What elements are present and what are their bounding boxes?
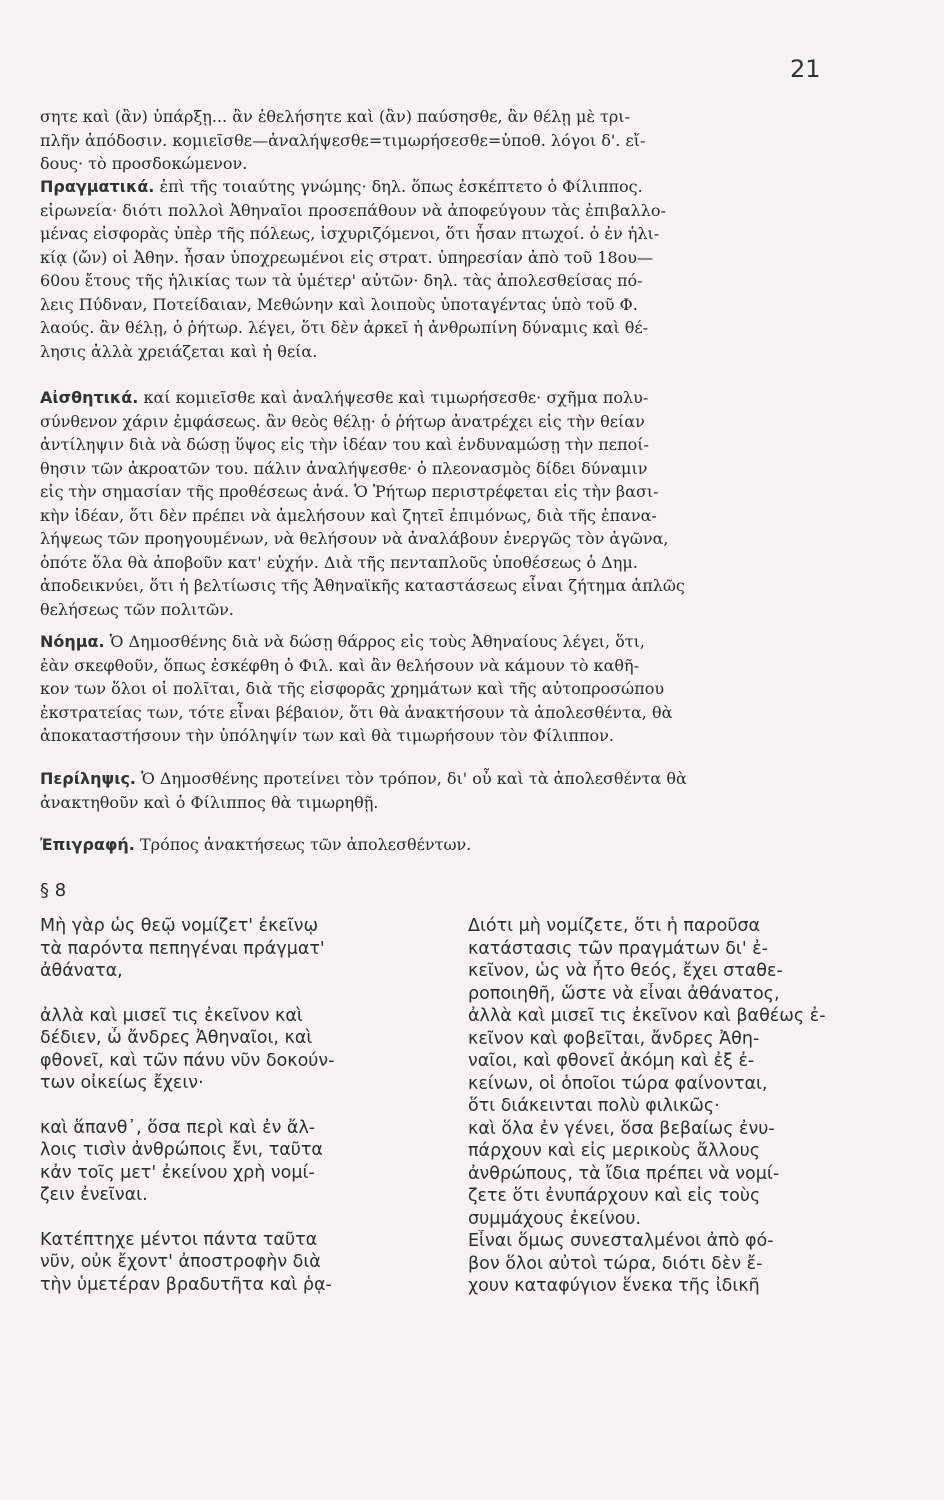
greek-line: ζειν ἐνεῖναι. <box>40 1185 148 1205</box>
translation-paragraph <box>468 1118 848 1231</box>
epigrafi-heading: Ἐπιγραφή. <box>40 835 135 854</box>
translation-line: ροποιηθῆ, ὥστε νὰ εἶναι ἀθάνατος, <box>468 983 780 1004</box>
greek-line: τὴν ὑμετέραν βραδυτῆτα καὶ ῥᾳ- <box>40 1274 332 1295</box>
greek-line: των οἰκείως ἔχειν· <box>40 1073 204 1093</box>
pragmatika-line: κίᾳ (ὤν) οἱ Ἀθην. ἦσαν ὑποχρεωμένοι εἰς στρατ. ὑπηρεσίαν ἀπὸ τοῦ 18ου— <box>40 247 654 267</box>
perilipsis-section <box>40 767 835 814</box>
greek-line: καὶ ἅπανθ᾽, ὅσα περὶ καὶ ἐν ἄλ- <box>40 1117 316 1138</box>
pragmatika-line: λησις ἀλλὰ χρειάζεται καὶ ἡ θεία. <box>40 341 318 361</box>
noima-line: κον των ὅλοι οἱ πολῖται, διὰ τῆς εἰσφορᾶς χρημάτων καὶ τῆς αὐτοπροσώπου <box>40 679 665 698</box>
greek-paragraph <box>40 915 420 983</box>
aisthitika-line: κὴν ἰδέαν, ὅτι δὲν πρέπει νὰ ἀμελήσουν καὶ ζητεῖ ἐπιμόνως, διὰ τῆς ἐπανα- <box>40 505 657 525</box>
translation-line: ζετε ὅτι ἐνυπάρχουν καὶ εἰς τοὺς <box>468 1186 761 1206</box>
noima-line: ἀποκαταστήσουν τὴν ὑπόληψίν των καὶ θὰ τιμωρήσουν τὸν Φίλιππον. <box>40 726 614 745</box>
noima-heading: Νόημα. <box>40 632 105 651</box>
aisthitika-line: καί κομιεῖσθε καὶ ἀναλήψεσθε καὶ τιμωρήσεσθε· σχῆμα πολυ- <box>143 388 649 407</box>
aisthitika-line: λήψεως τῶν προηγουμένων, νὰ θελήσουν νὰ ἀναλάβουν ἐνεργῶς τὸν ἀγῶνα, <box>40 529 669 548</box>
intro-block <box>40 105 835 176</box>
greek-line: Κατέπτηχε μέντοι πάντα ταῦτα <box>40 1229 318 1250</box>
aisthitika-line: θησιν τῶν ἀκροατῶν του. πάλιν ἀναλήψεσθε· ὁ πλεονασμὸς δίδει δύναμιν <box>40 458 648 478</box>
noima-line: ἐὰν σκεφθοῦν, ὅπως ἐσκέφθη ὁ Φιλ. καὶ ἂν θελήσουν νὰ κάμουν τὸ καθῆ- <box>40 655 639 675</box>
aisthitika-line: σύνθενον χάριν ἐμφάσεως. ἂν θεὸς θέλῃ· ὁ ῥήτωρ ἀνατρέχει εἰς τὴν θείαν <box>40 411 645 431</box>
epigrafi-section <box>40 833 835 857</box>
noima-line: ἐκστρατείας των, τότε εἶναι βέβαιον, ὅτι θὰ ἀνακτήσουν τὰ ἀπολεσθέντα, θὰ <box>40 702 673 722</box>
intro-line: δους· τὸ προσδοκώμενον. <box>40 154 248 173</box>
greek-paragraph <box>40 1117 420 1207</box>
aisthitika-line: ἀντίληψιν διὰ νὰ δώσῃ ὕψος εἰς τὴν ἰδέαν του καὶ ἐνδυναμώσῃ τὴν πεποί- <box>40 435 649 454</box>
greek-line: φθονεῖ, καὶ τῶν πάνυ νῦν δοκούν- <box>40 1050 335 1071</box>
greek-line: λοις τισὶν ἀνθρώποις ἔνι, ταῦτα <box>40 1140 323 1160</box>
translation-line: κατάστασις τῶν πραγμάτων δι' ἐ- <box>468 938 768 959</box>
translation-line: ἀλλὰ καὶ μισεῖ τις ἐκεῖνον καὶ βαθέως ἐ- <box>468 1006 826 1026</box>
aisthitika-line: ἀποδεικνύει, ὅτι ἡ βελτίωσις τῆς Ἀθηναϊκῆς καταστάσεως εἶναι ζήτημα ἁπλῶς <box>40 576 685 595</box>
translation-paragraph <box>468 1230 848 1298</box>
aisthitika-section <box>40 386 835 621</box>
greek-line: ἀθάνατα, <box>40 961 123 981</box>
translation-paragraph <box>468 1005 848 1118</box>
pragmatika-line: εἰρωνεία· διότι πολλοὶ Ἀθηναῖοι προσεπάθουν νὰ ἀποφεύγουν τὰς ἐπιβαλλο- <box>40 200 666 220</box>
epigrafi-text: Τρόπος ἀνακτήσεως τῶν ἀπολεσθέντων. <box>139 835 472 854</box>
translation-line: κείνων, οἱ ὁποῖοι τώρα φαίνονται, <box>468 1073 768 1094</box>
translation-line: χουν καταφύγιον ἕνεκα τῆς ἰδικῆ <box>468 1276 760 1296</box>
translation-line: συμμάχους ἐκείνου. <box>468 1208 642 1229</box>
page-number: 21 <box>790 55 821 83</box>
pragmatika-line: 60ου ἔτους τῆς ἡλικίας των τὰ ὑμέτερ' αὐτῶν· δηλ. τὰς ἀπολεσθείσας πό- <box>40 271 643 290</box>
greek-line: ἀλλὰ καὶ μισεῖ τις ἐκεῖνον καὶ <box>40 1005 303 1026</box>
pragmatika-line: ἐπὶ τῆς τοιαύτης γνώμης· δηλ. ὅπως ἐσκέπτετο ὁ Φίλιππος. <box>159 177 643 196</box>
greek-line: κἀν τοῖς μετ' ἐκείνου χρὴ νομί- <box>40 1162 315 1183</box>
aisthitika-line: ὁπότε ὅλα θὰ ἀποβοῦν κατ' εὐχήν. Διὰ τῆς πενταπλοῦς ὑποθέσεως ὁ Δημ. <box>40 552 638 572</box>
greek-line: τὰ παρόντα πεπηγέναι πράγματ' <box>40 938 325 959</box>
perilipsis-line: Ὁ Δημοσθένης προτείνει τὸν τρόπον, δι' οὗ καὶ τὰ ἀπολεσθέντα θὰ <box>141 769 687 788</box>
greek-original-column <box>40 915 420 1318</box>
intro-line: πλῆν ἀπόδοσιν. κομιεῖσθε—ἀναλήψεσθε=τιμωρήσεσθε=ὑποθ. λόγοι δ'. εἴ- <box>40 130 646 150</box>
pragmatika-section <box>40 175 835 363</box>
greek-line: νῦν, οὐκ ἔχοντ' ἀποστροφὴν διὰ <box>40 1252 321 1272</box>
noima-line: Ὁ Δημοσθένης διὰ νὰ δώσῃ θάρρος εἰς τοὺς Ἀθηναίους λέγει, ὅτι, <box>109 632 645 651</box>
translation-line: βον ὅλοι αὐτοὶ τώρα, διότι δὲν ἔ- <box>468 1253 763 1274</box>
greek-paragraph <box>40 1229 420 1297</box>
pragmatika-line: μένας εἰσφορὰς ὑπὲρ τῆς πόλεως, ἰσχυριζόμενοι, ὅτι ἦσαν πτωχοί. ὁ ἐν ἡλι- <box>40 224 660 243</box>
translation-line: ναῖοι, καὶ φθονεῖ ἀκόμη καὶ ἐξ ἐ- <box>468 1051 755 1071</box>
translation-line: Εἶναι ὅμως συνεσταλμένοι ἀπὸ φό- <box>468 1231 774 1251</box>
aisthitika-heading: Αἰσθητικά. <box>40 388 139 407</box>
translation-line: πάρχουν καὶ εἰς μερικοὺς ἄλλους <box>468 1141 760 1161</box>
aisthitika-line: εἰς τὴν σημασίαν τῆς προθέσεως ἀνά. Ὁ Ῥήτωρ περιστρέφεται εἰς τὴν βασι- <box>40 482 659 501</box>
greek-paragraph <box>40 1005 420 1095</box>
greek-line: Μὴ γὰρ ὡς θεῷ νομίζετ' ἐκεῖνῳ <box>40 916 319 936</box>
translation-line: κεῖνον, ὡς νὰ ἦτο θεός, ἔχει σταθε- <box>468 961 783 981</box>
translation-line: ἀνθρώπους, τὰ ἴδια πρέπει νὰ νομί- <box>468 1163 780 1184</box>
perilipsis-line: ἀνακτηθοῦν καὶ ὁ Φίλιππος θὰ τιμωρηθῇ. <box>40 792 379 812</box>
translation-paragraph <box>468 915 848 1005</box>
translation-line: κεῖνον καὶ φοβεῖται, ἄνδρες Ἀθη- <box>468 1028 760 1049</box>
greek-line: δέδιεν, ὦ ἄνδρες Ἀθηναῖοι, καὶ <box>40 1028 313 1048</box>
pragmatika-heading: Πραγματικά. <box>40 177 155 196</box>
section-mark: § 8 <box>40 880 67 901</box>
noima-section <box>40 630 835 748</box>
translation-line: ὅτι διάκεινται πολὺ φιλικῶς· <box>468 1096 720 1116</box>
pragmatika-line: λεις Πύδναν, Ποτείδαιαν, Μεθώνην καὶ λοιποὺς ὑποταγέντας ὑπὸ τοῦ Φ. <box>40 294 638 314</box>
aisthitika-line: θελήσεως τῶν πολιτῶν. <box>40 599 234 619</box>
pragmatika-line: λαούς. ἂν θέλῃ, ὁ ῥήτωρ. λέγει, ὅτι δὲν ἀρκεῖ ἡ ἀνθρωπίνη δύναμις καὶ θέ- <box>40 318 649 337</box>
translation-column <box>468 915 848 1298</box>
perilipsis-heading: Περίληψις. <box>40 769 136 788</box>
translation-line: καὶ ὅλα ἐν γένει, ὅσα βεβαίως ἐνυ- <box>468 1118 775 1139</box>
translation-line: Διότι μὴ νομίζετε, ὅτι ἡ παροῦσα <box>468 916 761 936</box>
intro-line: σητε καὶ (ἂν) ὑπάρξῃ... ἂν ἐθελήσητε καὶ (ἂν) παύσησθε, ἂν θέλῃ μὲ τρι- <box>40 107 630 126</box>
